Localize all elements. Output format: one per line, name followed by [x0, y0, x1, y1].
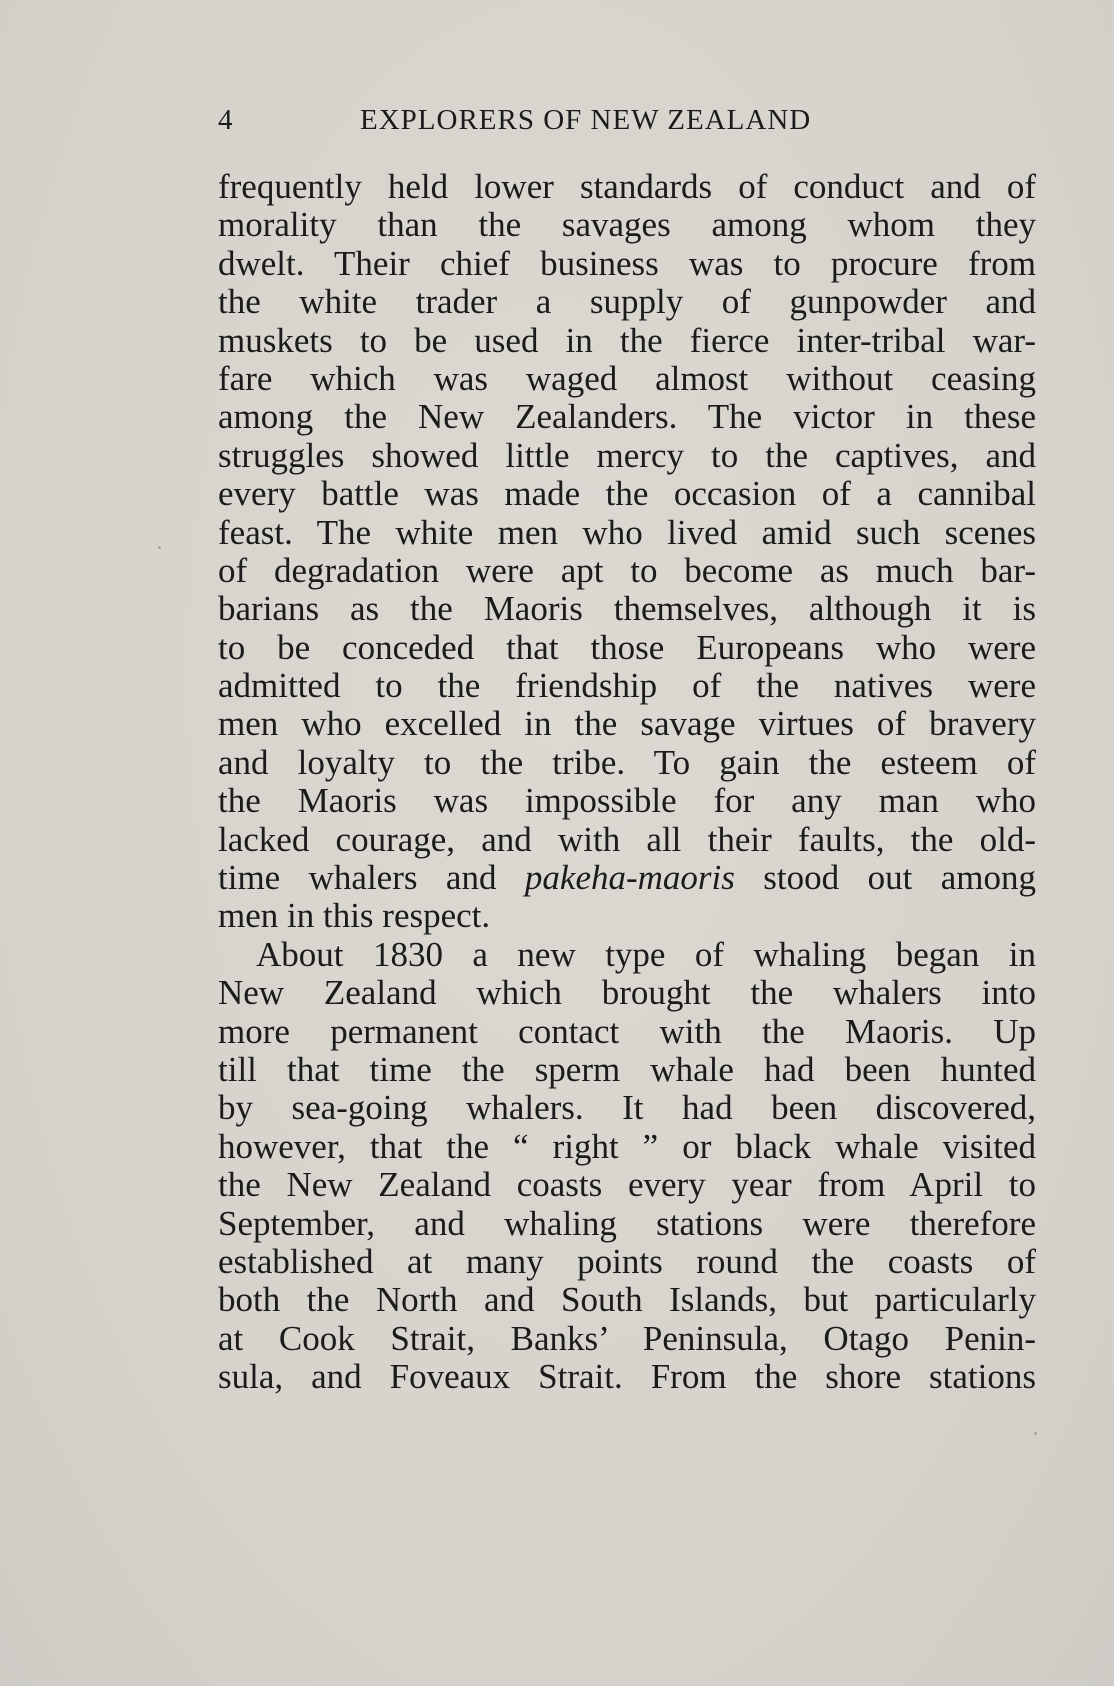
text-segment: stood out among: [734, 858, 1037, 898]
text-line: both the North and South Islands, but particularly: [218, 1280, 1036, 1320]
text-line: every battle was made the occasion of a cannibal: [218, 474, 1036, 514]
text-line: fare which was waged almost without ceasing: [218, 358, 1036, 398]
text-line: barians as the Maoris themselves, although it is: [218, 589, 1036, 629]
text-line: dwelt. Their chief business was to procure from: [218, 243, 1036, 283]
text-line: at Cook Strait, Banks’ Peninsula, Otago Penin-: [218, 1318, 1036, 1358]
text-line: feast. The white men who lived amid such scenes: [218, 512, 1036, 552]
text-line: till that time the sperm whale had been hunted: [218, 1049, 1036, 1089]
text-line: men who excelled in the savage virtues of bravery: [218, 704, 1036, 744]
text-line: the Maoris was impossible for any man who: [218, 781, 1036, 821]
paper-speck: [1034, 1432, 1037, 1435]
text-line: to be conceded that those Europeans who were: [218, 627, 1036, 667]
text-line: more permanent contact with the Maoris. Up: [218, 1011, 1036, 1051]
text-line: men in this respect.: [218, 896, 491, 936]
italic-term: pakeha-maoris: [524, 858, 735, 898]
text-line: lacked courage, and with all their faults, the old-: [218, 819, 1036, 859]
text-segment: time whalers and: [218, 858, 525, 898]
body-text: [218, 168, 1036, 1397]
text-line: New Zealand which brought the whalers into: [218, 973, 1036, 1013]
text-line: of degradation were apt to become as much bar-: [218, 550, 1036, 590]
text-line: established at many points round the coasts of: [218, 1241, 1036, 1281]
text-line-with-italic: [218, 859, 1036, 897]
text-line: frequently held lower standards of conduct and of: [218, 167, 1036, 206]
page-number: 4: [218, 104, 234, 136]
text-line: struggles showed little mercy to the captives, and: [218, 435, 1036, 475]
text-line: admitted to the friendship of the natives were: [218, 666, 1036, 706]
running-head: [218, 104, 1038, 144]
text-line: among the New Zealanders. The victor in these: [218, 397, 1036, 437]
text-line: the white trader a supply of gunpowder and: [218, 282, 1036, 322]
running-title: EXPLORERS OF NEW ZEALAND: [360, 104, 812, 136]
paper-speck: [158, 546, 161, 549]
text-line: however, that the “ right ” or black whale visited: [218, 1126, 1036, 1166]
text-line: the New Zealand coasts every year from April to: [218, 1165, 1036, 1205]
text-line: sula, and Foveaux Strait. From the shore stations: [218, 1357, 1036, 1397]
text-line: morality than the savages among whom they: [218, 205, 1036, 245]
text-line: September, and whaling stations were therefore: [218, 1203, 1036, 1243]
text-line: by sea-going whalers. It had been discovered,: [218, 1088, 1036, 1128]
text-line: muskets to be used in the fierce inter-tribal war-: [218, 320, 1036, 360]
paragraph-first-line: About 1830 a new type of whaling began in: [256, 934, 1036, 974]
text-line: and loyalty to the tribe. To gain the esteem of: [218, 742, 1036, 782]
